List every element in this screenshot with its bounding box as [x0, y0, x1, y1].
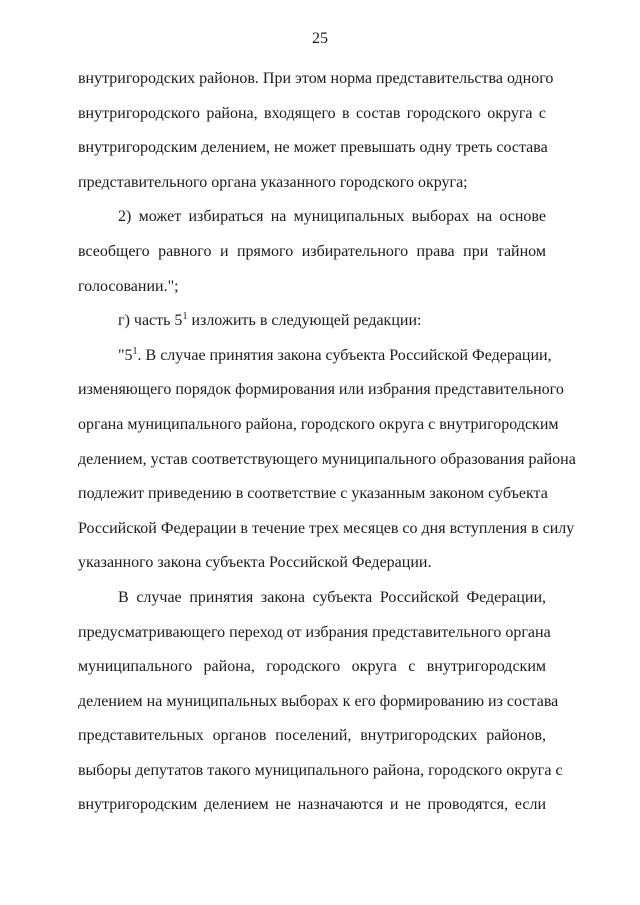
superscript: 1 [132, 345, 138, 357]
paragraph-5 [78, 581, 563, 823]
text-line: представительных органов поселений, внутригородских районов, [78, 727, 546, 745]
text-line [78, 339, 552, 374]
text-line: подлежит приведению в соответствие с указанным законом субъекта [78, 485, 548, 503]
text-line: внутригородского района, входящего в состав городского округа с [78, 104, 546, 122]
text-line [78, 304, 546, 339]
text-fragment: . В случае принятия закона субъекта Российской Федерации, [137, 346, 552, 364]
text-line: предусматривающего переход от избрания представительного органа [78, 623, 551, 641]
text-fragment: изложить в следующей редакции: [187, 312, 422, 330]
paragraph-2 [78, 200, 546, 304]
text-line: изменяющего порядок формирования или избрания представительного [78, 381, 564, 399]
text-line: 2) может избираться на муниципальных выборах на основе [118, 208, 546, 226]
text-fragment: г) часть 5 [118, 312, 183, 330]
superscript: 1 [182, 311, 188, 323]
text-line: голосовании."; [78, 277, 179, 295]
text-line: делением, устав соответствующего муниципального образования района [78, 450, 576, 468]
text-fragment: "5 [118, 346, 133, 364]
document-body [78, 62, 576, 823]
paragraph-1 [78, 62, 554, 200]
page-number: 25 [312, 30, 328, 47]
text-line: делением на муниципальных выборах к его формированию из состава [78, 692, 559, 710]
text-line: выборы депутатов такого муниципального района, городского округа с [78, 761, 563, 779]
text-line: внутригородским делением не назначаются и не проводятся, если [78, 796, 546, 814]
text-line: Российской Федерации в течение трех месяцев со дня вступления в силу [78, 519, 575, 537]
text-line: указанного закона субъекта Российской Федерации. [78, 554, 432, 572]
paragraph-4 [78, 339, 576, 581]
text-line: В случае принятия закона субъекта Российской Федерации, [118, 588, 546, 606]
text-line: органа муниципального района, городского округа с внутригородским [78, 415, 559, 433]
paragraph-3 [78, 304, 546, 339]
text-line: представительного органа указанного городского округа; [78, 173, 468, 191]
text-line: всеобщего равного и прямого избирательного права при тайном [78, 242, 546, 260]
text-line: внутригородским делением, не может превышать одну треть состава [78, 139, 548, 157]
text-line: внутригородских районов. При этом норма представительства одного [78, 70, 554, 87]
text-line: муниципального района, городского округа с внутригородским [78, 658, 546, 676]
